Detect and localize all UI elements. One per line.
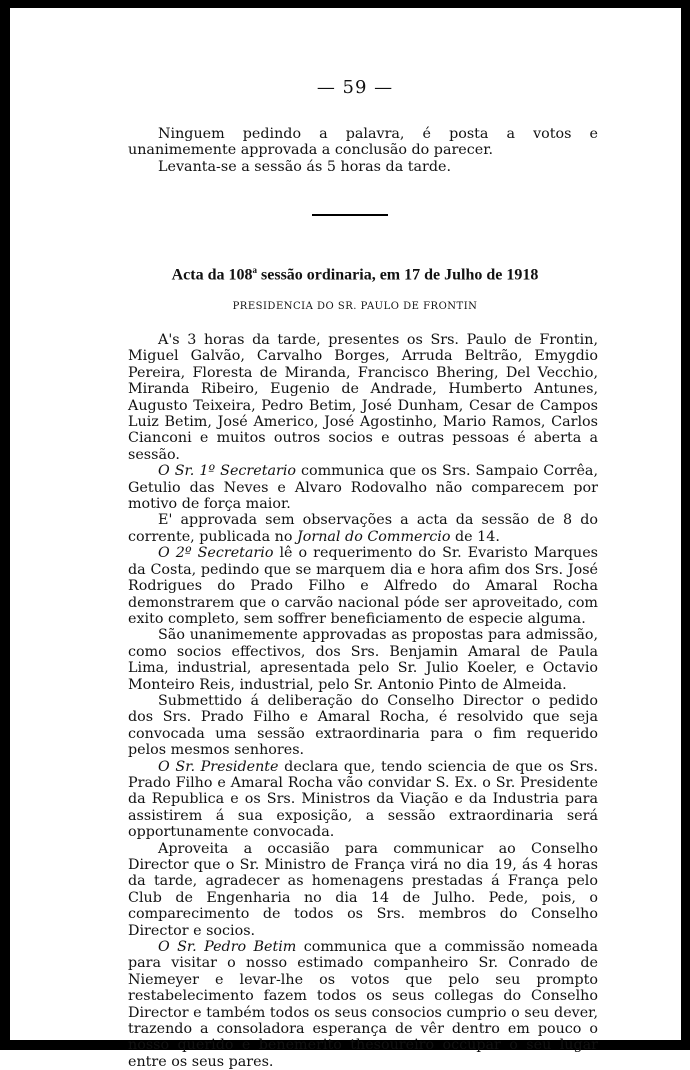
page-number: — 59 —: [316, 77, 394, 98]
paragraph-8: [128, 841, 598, 939]
paragraph-9-speaker: O Sr. Pedro Betim: [158, 939, 297, 956]
paragraph-1: [128, 332, 598, 463]
paragraph-8-text: Aproveita a occasião para communicar ao Conselho Director que o Sr. Ministro de França virá no dia 19, ás 4 horas da tarde, agradecer as homenagens prestadas á França pelo Club de Engenharia no dia 14 de Julho. Pede, pois, o comparecimento de todos os Srs. membros do Conselho Director e socios.: [128, 840, 598, 939]
paragraph-2: [128, 463, 598, 512]
paragraph-4: [128, 545, 598, 627]
paragraph-1-text: A's 3 horas da tarde, presentes os Srs. Paulo de Frontin, Miguel Galvão, Carvalho Borges, Arruda Beltrão, Emygdio Pereira, Floresta de Miranda, Francisco Bhering, Del Vecchio, Miranda Ribeiro, Eugenio de Andrade, Humberto Antunes, Augusto Teixeira, Pedro Betim, José Dunham, Cesar de Campos Luiz Betim, José Americo, José Agostinho, Mario Ramos, Carlos Cianconi e muitos outros socios e outras pessoas é aberta a sessão.: [128, 332, 598, 463]
presidency-line: PRESIDENCIA DO SR. PAULO DE FRONTIN: [232, 301, 478, 312]
paragraph-3-journal: Jornal do Commercio: [297, 528, 451, 545]
paragraph-4-speaker: O 2º Secretario: [158, 545, 274, 562]
paragraph-7-speaker: O Sr. Presidente: [158, 758, 279, 775]
minutes-body: [128, 332, 598, 1070]
paragraph-2-text: communica que os Srs. Sampaio Corrêa, Getulio das Neves e Alvaro Rodovalho não comparecem por motivo de força maior.: [128, 463, 598, 513]
paragraph-4-text: lê o requerimento do Sr. Evaristo Marques da Costa, pedindo que se marquem dia e hora afim dos Srs. José Rodrigues do Prado Filho e Alfredo do Amaral Rocha demonstrarem que o carvão nacional póde ser aproveitado, com exito completo, sem soffrer beneficiamento de especie alguma.: [128, 545, 598, 627]
session-title-ordinal: a: [252, 265, 258, 275]
intro-paragraph-2: Levanta-se a sessão ás 5 horas da tarde.: [158, 158, 452, 175]
paragraph-7-text: declara que, tendo sciencia de que os Srs. Prado Filho e Amaral Rocha vão convidar S. Ex. o Sr. Presidente da Republica e os Srs. Ministros da Viação e da Industria para assistirem á sua exposição, a sessão extraordinaria será opportunamente convocada.: [128, 758, 598, 841]
paragraph-9: [128, 939, 598, 1070]
paragraph-3-text: de 14.: [450, 528, 500, 545]
paragraph-6-text: Submettido á deliberação do Conselho Director o pedido dos Srs. Prado Filho e Amaral Rocha, é resolvido que seja convocada uma sessão extraordinaria para o fim requerido pelos mesmos senhores.: [128, 692, 598, 759]
intro-paragraph-1: Ninguem pedindo a palavra, é posta a votos e unanimemente approvada a conclusão do parecer.: [128, 126, 598, 159]
paragraph-7: [128, 759, 598, 841]
paragraph-5-text: São unanimemente approvadas as propostas para admissão, como socios effectivos, dos Srs. Benjamin Amaral de Paula Lima, industrial, apresentada pelo Sr. Julio Koeler, e Octavio Monteiro Reis, industrial, pelo Sr. Antonio Pinto de Almeida.: [128, 627, 598, 693]
paragraph-6: [128, 693, 598, 759]
paragraph-3-pre: E' approvada sem observações a acta da sessão de 8 do corrente, publicada no: [128, 512, 598, 545]
paragraph-2-speaker: O Sr. 1º Secretario: [158, 463, 296, 480]
paragraph-9-text: communica que a commissão nomeada para visitar o nosso estimado companheiro Sr. Conrado de Niemeyer e levar-lhe os votos que pelo seu prompto restabelecimento fazem todos os seus collegas do Conselho Director e também todos os seus consocios cumprio o seu dever, trazendo a consoladora esperança de vêr dentro em pouco o nosso querido e benemerito thesoureiro occupar o seu lugar entre os seus pares.: [128, 939, 598, 1070]
session-title-prefix: Acta da 108: [171, 266, 253, 284]
intro-text: [128, 126, 598, 175]
paragraph-3: [128, 512, 598, 545]
session-title: [10, 265, 690, 284]
session-title-suffix: sessão ordinaria, em 17 de Julho de 1918: [257, 266, 539, 284]
paragraph-5: [128, 627, 598, 693]
section-divider: [312, 214, 388, 216]
